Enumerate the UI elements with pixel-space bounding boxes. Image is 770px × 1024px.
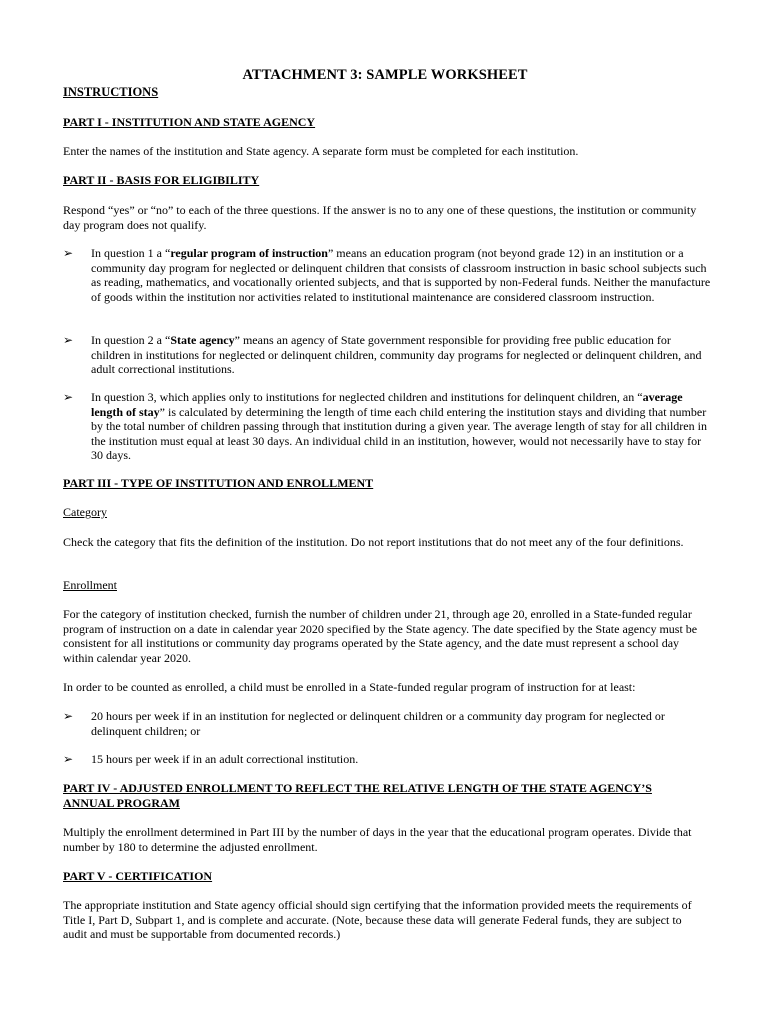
bullet-arrow-icon: ➢ [63, 390, 74, 404]
enrollment-text: For the category of institution checked, furnish the number of children under 21, through age 20, enrolled in a State-funded regular program of instruction on a date in calendar year 2020 specified by the State agency. The date specified by the State agency must be consistent for all institutions or community day programs operated by the State agency, and the date must represent a school day within calendar year 2020. [63, 607, 698, 665]
term-average-length-of-stay: average length of stay [91, 390, 683, 419]
category-text: Check the category that fits the definition of the institution. Do not report institutions that do not meet any of the four definitions. [63, 535, 684, 549]
part3-bullet-2: 15 hours per week if in an adult correctional institution. [91, 752, 359, 766]
part2-bullet-2: In question 2 a “State agency” means an agency of State government responsible for providing free public education for children in institutions for neglected or delinquent children, community day programs for neglected or delinquent children, and adult correctional institutions. [91, 333, 702, 376]
part4-text: Multiply the enrollment determined in Part III by the number of days in the year that the educational program operates. Divide that number by 180 to determine the adjusted enrollment. [63, 825, 692, 854]
part4-heading-line-1: PART IV - ADJUSTED ENROLLMENT TO REFLECT THE RELATIVE LENGTH OF THE STATE AGENCY’S [63, 781, 652, 795]
part1-text: Enter the names of the institution and State agency. A separate form must be completed for each institution. [63, 144, 579, 158]
counted-text: In order to be counted as enrolled, a child must be enrolled in a State-funded regular program of instruction for at least: [63, 680, 636, 694]
document-title: ATTACHMENT 3: SAMPLE WORKSHEET [242, 67, 528, 83]
part3-bullet-1: 20 hours per week if in an institution for neglected or delinquent children or a community day program for neglected or delinquent children; or [91, 709, 665, 738]
part3-heading: PART III - TYPE OF INSTITUTION AND ENROLLMENT [63, 476, 374, 490]
part5-heading: PART V - CERTIFICATION [63, 869, 213, 883]
part2-bullet-1: In question 1 a “regular program of instruction” means an education program (not beyond grade 12) in an institution or a community day program for neglected or delinquent children that consists of classroom instruction in basic school subjects such as reading, mathematics, and vocationally oriented subjects, and that is supported by non-Federal funds. Neither the manufacture of goods within the institution nor activities related to institutional maintenance are considered classroom instruction. [91, 246, 711, 304]
enrollment-label: Enrollment [63, 578, 117, 592]
part4-heading-line-2: ANNUAL PROGRAM [63, 796, 180, 810]
bullet-arrow-icon: ➢ [63, 709, 74, 723]
bullet-arrow-icon: ➢ [63, 752, 74, 766]
part2-intro: Respond “yes” or “no” to each of the three questions. If the answer is no to any one of these questions, the institution or community day program does not qualify. [63, 203, 697, 232]
instructions-heading: INSTRUCTIONS [63, 85, 159, 99]
part2-heading: PART II - BASIS FOR ELIGIBILITY [63, 173, 260, 187]
bullet-arrow-icon: ➢ [63, 333, 74, 347]
term-regular-program: regular program of instruction [170, 246, 328, 260]
part2-bullet-3: In question 3, which applies only to institutions for neglected children and institutions for delinquent children, an “average length of stay” is calculated by determining the length of time each child entering the institution stays and dividing that number by the total number of children passing through that institution during a given year. The average length of stay for all children in the institution must equal at least 30 days. An individual child in an institution, however, would not necessarily have to stay for 30 days. [91, 390, 707, 462]
bullet-arrow-icon: ➢ [63, 246, 74, 260]
part5-text: The appropriate institution and State agency official should sign certifying that the information provided meets the requirements of Title I, Part D, Subpart 1, and is complete and accurate. (Note, because these data will generate Federal funds, they are subject to audit and must be supportable from documented records.) [63, 898, 692, 941]
term-state-agency: State agency [170, 333, 235, 347]
category-label: Category [63, 505, 107, 519]
part1-heading: PART I - INSTITUTION AND STATE AGENCY [63, 115, 316, 129]
